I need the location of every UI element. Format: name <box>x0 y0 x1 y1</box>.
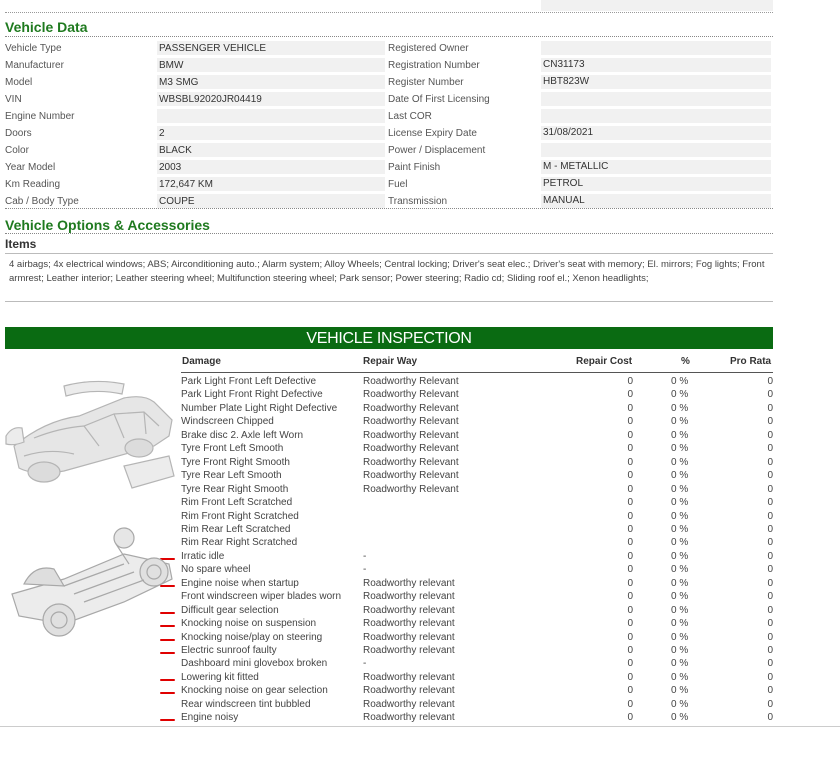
header-pro-rata: Pro Rata <box>730 356 772 367</box>
header-divider <box>181 372 773 373</box>
table-row <box>181 442 773 456</box>
pro-rata-cell: 0 <box>767 577 773 589</box>
vehicle-data-row <box>5 57 773 74</box>
red-annotation-mark <box>160 679 175 681</box>
header-damage: Damage <box>182 356 221 367</box>
repair-way-cell: Roadworthy Relevant <box>363 376 459 387</box>
field-value: HBT823W <box>541 75 771 89</box>
table-row <box>181 469 773 483</box>
vehicle-data-row <box>5 159 773 176</box>
damage-cell: Tyre Rear Left Smooth <box>181 470 282 482</box>
repair-cost-cell: 0 <box>627 429 633 441</box>
table-row <box>181 483 773 497</box>
repair-way-cell: Roadworthy relevant <box>363 577 455 589</box>
repair-cost-cell: 0 <box>627 685 633 697</box>
field-value: MANUAL <box>541 194 771 208</box>
repair-cost-cell: 0 <box>627 658 633 670</box>
repair-way-cell: Roadworthy relevant <box>363 671 455 683</box>
table-row <box>181 711 773 725</box>
repair-cost-cell: 0 <box>627 577 633 589</box>
table-row <box>181 590 773 604</box>
pro-rata-cell: 0 <box>767 564 773 576</box>
field-label: Km Reading <box>5 179 61 190</box>
field-value: 31/08/2021 <box>541 126 771 140</box>
percent-cell: 0 % <box>671 389 689 401</box>
vehicle-data-row <box>5 74 773 91</box>
pro-rata-cell: 0 <box>767 658 773 670</box>
car-chassis-illustration <box>4 524 180 646</box>
repair-way-cell: Roadworthy relevant <box>363 685 455 697</box>
percent-cell: 0 % <box>671 658 689 670</box>
field-label: Transmission <box>388 196 448 207</box>
header-repair-way: Repair Way <box>363 356 418 367</box>
percent-cell: 0 % <box>671 591 689 603</box>
damage-cell: Rim Rear Left Scratched <box>181 523 291 535</box>
items-header-line <box>5 253 773 254</box>
repair-way-cell: Roadworthy Relevant <box>363 389 459 401</box>
repair-cost-cell: 0 <box>627 416 633 428</box>
car-exploded-body-illustration <box>4 376 180 506</box>
repair-way-cell: Roadworthy relevant <box>363 591 455 603</box>
repair-way-cell: Roadworthy Relevant <box>363 402 459 414</box>
damage-cell: Rim Front Left Scratched <box>181 497 293 509</box>
vehicle-data-row <box>5 142 773 159</box>
repair-way-cell: - <box>363 550 367 562</box>
table-row <box>181 644 773 658</box>
repair-way-cell: - <box>363 658 367 670</box>
damage-cell: Dashboard mini glovebox broken <box>181 658 328 670</box>
percent-cell: 0 % <box>671 604 689 616</box>
pro-rata-cell: 0 <box>767 483 773 495</box>
red-annotation-mark <box>160 719 175 721</box>
inspection-banner: VEHICLE INSPECTION <box>5 327 773 349</box>
value-cell-bg <box>157 58 385 72</box>
damage-cell: Irratic idle <box>181 550 225 562</box>
repair-cost-cell: 0 <box>627 456 633 468</box>
damage-cell: Rim Rear Right Scratched <box>181 537 298 549</box>
damage-cell: Lowering kit fitted <box>181 671 259 683</box>
damage-cell: Electric sunroof faulty <box>181 645 277 656</box>
percent-cell: 0 % <box>671 483 689 495</box>
percent-cell: 0 % <box>671 631 689 643</box>
table-row <box>181 402 773 416</box>
repair-cost-cell: 0 <box>627 470 633 482</box>
percent-cell: 0 % <box>671 564 689 576</box>
field-value: CN31173 <box>541 58 771 72</box>
percent-cell: 0 % <box>671 577 689 589</box>
table-row <box>181 415 773 429</box>
percent-cell: 0 % <box>671 443 689 455</box>
table-row <box>181 698 773 712</box>
red-annotation-mark <box>160 692 175 694</box>
damage-cell: Engine noisy <box>181 712 239 724</box>
pro-rata-cell: 0 <box>767 712 773 724</box>
table-row <box>181 510 773 524</box>
percent-cell: 0 % <box>671 698 689 710</box>
field-label: Vehicle Type <box>5 43 62 54</box>
repair-way-cell: Roadworthy Relevant <box>363 416 459 428</box>
field-value <box>541 143 771 157</box>
vehicle-data-row <box>5 40 773 57</box>
field-label: Doors <box>5 128 32 139</box>
repair-way-cell: Roadworthy relevant <box>363 618 455 630</box>
field-value <box>541 41 771 55</box>
vehicle-data-row <box>5 108 773 125</box>
percent-cell: 0 % <box>671 497 689 509</box>
repair-way-cell: Roadworthy relevant <box>363 631 455 643</box>
field-label: Register Number <box>388 77 464 88</box>
damage-cell: Park Light Front Left Defective <box>181 376 317 387</box>
damage-cell: Rim Front Right Scratched <box>181 510 299 522</box>
repair-way-cell: Roadworthy relevant <box>363 604 455 616</box>
percent-cell: 0 % <box>671 671 689 683</box>
header-repair-cost: Repair Cost <box>576 356 633 367</box>
field-label: VIN <box>5 94 22 105</box>
field-value: M3 SMG <box>159 77 199 88</box>
field-value: BLACK <box>159 145 192 156</box>
percent-cell: 0 % <box>671 523 689 535</box>
value-cell-bg <box>157 109 385 123</box>
field-value <box>541 92 771 106</box>
damage-cell: No spare wheel <box>181 564 251 576</box>
repair-cost-cell: 0 <box>627 631 633 643</box>
pro-rata-cell: 0 <box>767 456 773 468</box>
repair-cost-cell: 0 <box>627 443 633 455</box>
pro-rata-cell: 0 <box>767 389 773 401</box>
repair-cost-cell: 0 <box>627 389 633 401</box>
repair-cost-cell: 0 <box>627 550 633 562</box>
percent-cell: 0 % <box>671 402 689 414</box>
damage-cell: Windscreen Chipped <box>181 416 274 428</box>
red-annotation-mark <box>160 652 175 654</box>
field-value: 2003 <box>159 162 182 173</box>
page-bottom-line <box>0 726 840 727</box>
repair-cost-cell: 0 <box>627 483 633 495</box>
pro-rata-cell: 0 <box>767 402 773 414</box>
pro-rata-cell: 0 <box>767 429 773 441</box>
table-row <box>181 523 773 537</box>
right-margin <box>825 0 840 726</box>
pro-rata-cell: 0 <box>767 685 773 697</box>
items-header: Items <box>5 237 37 251</box>
pro-rata-cell: 0 <box>767 537 773 549</box>
percent-cell: 0 % <box>671 645 689 656</box>
field-label: Year Model <box>5 162 56 173</box>
field-value: COUPE <box>159 196 195 207</box>
pro-rata-cell: 0 <box>767 591 773 603</box>
damage-cell: Rear windscreen tint bubbled <box>181 698 311 710</box>
damage-cell: Brake disc 2. Axle left Worn <box>181 429 304 441</box>
field-label: Registered Owner <box>388 43 469 54</box>
repair-way-cell: Roadworthy Relevant <box>363 429 459 441</box>
top-value-cell <box>541 0 773 11</box>
field-label: Date Of First Licensing <box>388 94 490 105</box>
percent-cell: 0 % <box>671 376 689 387</box>
field-label: Fuel <box>388 179 408 190</box>
field-label: Color <box>5 145 29 156</box>
repair-cost-cell: 0 <box>627 698 633 710</box>
damage-cell: Tyre Front Left Smooth <box>181 443 284 455</box>
damage-cell: Number Plate Light Right Defective <box>181 402 338 414</box>
percent-cell: 0 % <box>671 618 689 630</box>
repair-cost-cell: 0 <box>627 645 633 656</box>
repair-way-cell: - <box>363 564 367 576</box>
pro-rata-cell: 0 <box>767 604 773 616</box>
percent-cell: 0 % <box>671 685 689 697</box>
pro-rata-cell: 0 <box>767 671 773 683</box>
repair-cost-cell: 0 <box>627 497 633 509</box>
items-text: 4 airbags; 4x electrical windows; ABS; Airconditioning auto.; Alarm system; Alloy Wheels; Central locking; Driver's seat elec.; Driver's seat with memory; El. mirrors; Fog lights; Front armrest; Leather interior; Leather steering wheel; Multifunction steering wheel; Park sensor; Power steering; Radio cd; Sliding roof el.; Xenon headlights; <box>9 259 765 284</box>
pro-rata-cell: 0 <box>767 631 773 643</box>
field-value: 2 <box>159 128 165 139</box>
table-row <box>181 429 773 443</box>
table-row <box>181 375 773 389</box>
percent-cell: 0 % <box>671 416 689 428</box>
value-cell-bg <box>157 160 385 174</box>
table-row <box>181 657 773 671</box>
damage-cell: Knocking noise on suspension <box>181 618 317 630</box>
pro-rata-cell: 0 <box>767 470 773 482</box>
percent-cell: 0 % <box>671 550 689 562</box>
table-row <box>181 388 773 402</box>
options-divider <box>5 233 773 234</box>
vehicle-data-row <box>5 176 773 193</box>
repair-way-cell: Roadworthy Relevant <box>363 483 459 495</box>
field-label: Engine Number <box>5 111 75 122</box>
table-row <box>181 577 773 591</box>
repair-way-cell: Roadworthy Relevant <box>363 456 459 468</box>
table-row <box>181 550 773 564</box>
damage-cell: Knocking noise on gear selection <box>181 685 328 697</box>
pro-rata-cell: 0 <box>767 550 773 562</box>
field-label: License Expiry Date <box>388 128 477 139</box>
top-border-row <box>5 0 773 13</box>
pro-rata-cell: 0 <box>767 497 773 509</box>
field-value <box>541 109 771 123</box>
table-row <box>181 456 773 470</box>
repair-cost-cell: 0 <box>627 671 633 683</box>
damage-cell: Park Light Front Right Defective <box>181 389 323 401</box>
percent-cell: 0 % <box>671 712 689 724</box>
repair-way-cell: Roadworthy relevant <box>363 712 455 724</box>
vehicle-data-row <box>5 125 773 142</box>
percent-cell: 0 % <box>671 429 689 441</box>
header-percent: % <box>681 356 690 367</box>
repair-way-cell: Roadworthy relevant <box>363 698 455 710</box>
pro-rata-cell: 0 <box>767 376 773 387</box>
value-cell-bg <box>157 126 385 140</box>
repair-cost-cell: 0 <box>627 604 633 616</box>
percent-cell: 0 % <box>671 456 689 468</box>
table-row <box>181 671 773 685</box>
field-value: 172,647 KM <box>159 179 213 190</box>
field-label: Registration Number <box>388 60 480 71</box>
table-row <box>181 536 773 550</box>
field-value: M - METALLIC <box>541 160 771 174</box>
items-bottom-line <box>5 301 773 302</box>
field-label: Cab / Body Type <box>5 196 79 207</box>
repair-cost-cell: 0 <box>627 402 633 414</box>
table-row <box>181 684 773 698</box>
repair-cost-cell: 0 <box>627 537 633 549</box>
field-label: Last COR <box>388 111 432 122</box>
vehicle-data-bottom-divider <box>5 208 773 209</box>
field-value: BMW <box>159 60 184 71</box>
damage-cell: Tyre Rear Right Smooth <box>181 483 289 495</box>
damage-cell: Engine noise when startup <box>181 577 299 589</box>
repair-cost-cell: 0 <box>627 618 633 630</box>
pro-rata-cell: 0 <box>767 443 773 455</box>
repair-cost-cell: 0 <box>627 591 633 603</box>
options-title: Vehicle Options & Accessories <box>5 217 210 233</box>
table-row <box>181 617 773 631</box>
repair-way-cell: Roadworthy Relevant <box>363 443 459 455</box>
table-row <box>181 604 773 618</box>
pro-rata-cell: 0 <box>767 618 773 630</box>
percent-cell: 0 % <box>671 510 689 522</box>
damage-cell: Difficult gear selection <box>181 604 279 616</box>
vehicle-data-title: Vehicle Data <box>5 19 88 35</box>
pro-rata-cell: 0 <box>767 523 773 535</box>
field-label: Manufacturer <box>5 60 64 71</box>
vehicle-data-divider <box>5 36 773 37</box>
damage-cell: Knocking noise/play on steering <box>181 631 323 643</box>
field-value: PETROL <box>541 177 771 191</box>
repair-cost-cell: 0 <box>627 510 633 522</box>
repair-cost-cell: 0 <box>627 376 633 387</box>
table-row <box>181 563 773 577</box>
repair-way-cell: Roadworthy relevant <box>363 645 455 656</box>
pro-rata-cell: 0 <box>767 698 773 710</box>
repair-cost-cell: 0 <box>627 523 633 535</box>
vehicle-data-row <box>5 91 773 108</box>
field-value: PASSENGER VEHICLE <box>159 43 267 54</box>
table-row <box>181 496 773 510</box>
repair-cost-cell: 0 <box>627 564 633 576</box>
pro-rata-cell: 0 <box>767 510 773 522</box>
table-row <box>181 631 773 645</box>
repair-cost-cell: 0 <box>627 712 633 724</box>
field-label: Power / Displacement <box>388 145 486 156</box>
damage-cell: Tyre Front Right Smooth <box>181 456 290 468</box>
field-value: WBSBL92020JR04419 <box>159 94 262 105</box>
field-label: Model <box>5 77 33 88</box>
percent-cell: 0 % <box>671 537 689 549</box>
pro-rata-cell: 0 <box>767 416 773 428</box>
damage-cell: Front windscreen wiper blades worn <box>181 591 342 603</box>
field-label: Paint Finish <box>388 162 441 173</box>
percent-cell: 0 % <box>671 470 689 482</box>
repair-way-cell: Roadworthy Relevant <box>363 470 459 482</box>
pro-rata-cell: 0 <box>767 645 773 656</box>
